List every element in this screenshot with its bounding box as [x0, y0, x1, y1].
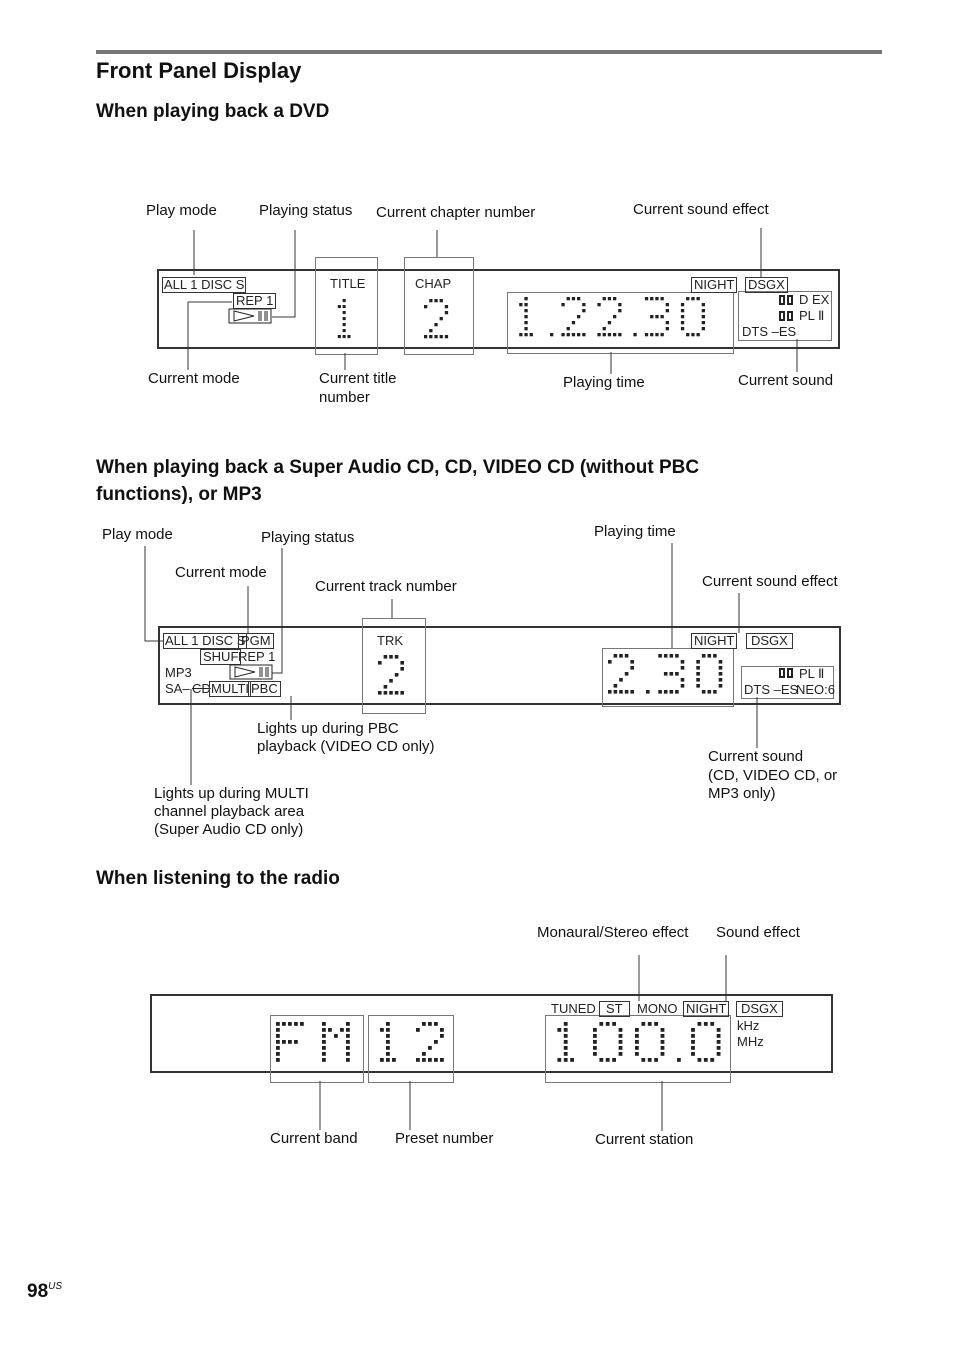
label-current-sound: Current sound	[738, 372, 834, 389]
indicator-title: TITLE	[330, 276, 366, 291]
indicator-night: NIGHT	[691, 633, 737, 649]
indicator-dsgx: DSGX	[736, 1001, 783, 1017]
dolby-icon	[779, 295, 793, 305]
label-current-band: Current band	[270, 1130, 358, 1147]
label-pbc-2: playback (VIDEO CD only)	[257, 738, 435, 755]
label-pbc: Lights up during PBC	[257, 720, 399, 737]
label-multi: Lights up during MULTI	[154, 785, 309, 802]
indicator-khz: kHz	[737, 1018, 760, 1033]
dot-matrix-digits	[276, 297, 722, 1062]
indicator-rep1: REP 1	[233, 293, 276, 309]
label-current-title: Current title	[319, 370, 397, 387]
label-preset-number: Preset number	[395, 1130, 494, 1147]
label-current-chapter: Current chapter number	[376, 204, 536, 221]
play-pause-icon	[229, 309, 271, 323]
chapter-digit	[424, 299, 448, 338]
page-title: Front Panel Display	[96, 58, 302, 83]
indicator-dts-es: DTS –ES	[742, 324, 797, 339]
indicator-st: ST	[599, 1001, 630, 1017]
label-play-mode: Play mode	[102, 526, 173, 543]
indicator-all1discs: ALL 1 DISC S	[164, 277, 245, 292]
indicator-multi: MULTI	[211, 681, 250, 696]
playing-time-digits	[519, 297, 705, 336]
indicator-pl2: PL Ⅱ	[799, 308, 825, 323]
label-playing-time: Playing time	[563, 374, 645, 391]
label-multi-3: (Super Audio CD only)	[154, 821, 304, 838]
playing-time-digits	[608, 654, 722, 694]
label-current-mode: Current mode	[175, 564, 267, 581]
label-current-track: Current track number	[315, 578, 457, 595]
indicator-trk: TRK	[377, 633, 403, 648]
indicator-neo6: NEO:6	[796, 682, 836, 697]
indicator-pl2: PL Ⅱ	[799, 666, 825, 681]
indicator-rep1: REP 1	[238, 649, 276, 664]
label-sound-effect: Sound effect	[716, 924, 800, 941]
indicator-mhz: MHz	[737, 1034, 764, 1049]
indicator-dts-es: DTS –ES	[744, 682, 799, 697]
play-pause-icon	[230, 665, 272, 679]
indicator-mp3: MP3	[165, 665, 192, 680]
label-multi-2: channel playback area	[154, 803, 305, 820]
label-current-title-2: number	[319, 389, 370, 406]
label-mono-stereo: Monaural/Stereo effect	[537, 924, 689, 941]
indicator-night: NIGHT	[683, 1001, 729, 1017]
section-heading-sacd-2: functions), or MP3	[96, 484, 262, 505]
label-current-sound-effect: Current sound effect	[633, 201, 769, 218]
label-playing-status: Playing status	[261, 529, 355, 546]
track-digit	[378, 655, 404, 695]
frequency-digits	[557, 1022, 720, 1062]
preset-digits	[380, 1022, 444, 1062]
title-digit	[338, 299, 351, 338]
indicator-dex: D EX	[799, 292, 830, 307]
label-current-sound-2: (CD, VIDEO CD, or	[708, 767, 838, 784]
label-current-sound: Current sound	[708, 748, 804, 765]
label-play-mode: Play mode	[146, 202, 217, 219]
label-current-station: Current station	[595, 1131, 694, 1148]
page-number: $98^{US}$	[27, 1281, 63, 1302]
section-heading-dvd: When playing back a DVD	[96, 101, 330, 122]
section-heading-sacd: When playing back a Super Audio CD, CD, VIDEO CD (without PBC	[96, 457, 700, 478]
indicator-dsgx: DSGX	[745, 277, 788, 293]
indicator-chap: CHAP	[415, 276, 452, 291]
label-current-sound-3: MP3 only)	[708, 785, 776, 802]
indicator-pgm: PGM	[238, 633, 274, 649]
label-current-sound-effect: Current sound effect	[702, 573, 838, 590]
indicator-shuf: SHUF	[200, 649, 241, 665]
label-current-mode: Current mode	[148, 370, 240, 387]
indicator-tuned: TUNED	[551, 1001, 596, 1016]
label-playing-time: Playing time	[594, 523, 676, 540]
indicator-night: NIGHT	[691, 277, 737, 293]
indicator-dsgx: DSGX	[746, 633, 793, 649]
indicator-pbc: PBC	[248, 681, 281, 697]
band-digits	[276, 1022, 350, 1062]
section-heading-radio: When listening to the radio	[96, 868, 340, 889]
dolby-icon	[779, 668, 793, 678]
dolby-icon	[779, 311, 793, 321]
indicator-cd: CD	[192, 681, 211, 696]
indicator-all1discs: ALL 1 DISC S	[165, 633, 246, 648]
label-playing-status: Playing status	[259, 202, 353, 219]
indicator-mono: MONO	[637, 1001, 678, 1016]
indicator-sa: SA–	[165, 681, 190, 696]
